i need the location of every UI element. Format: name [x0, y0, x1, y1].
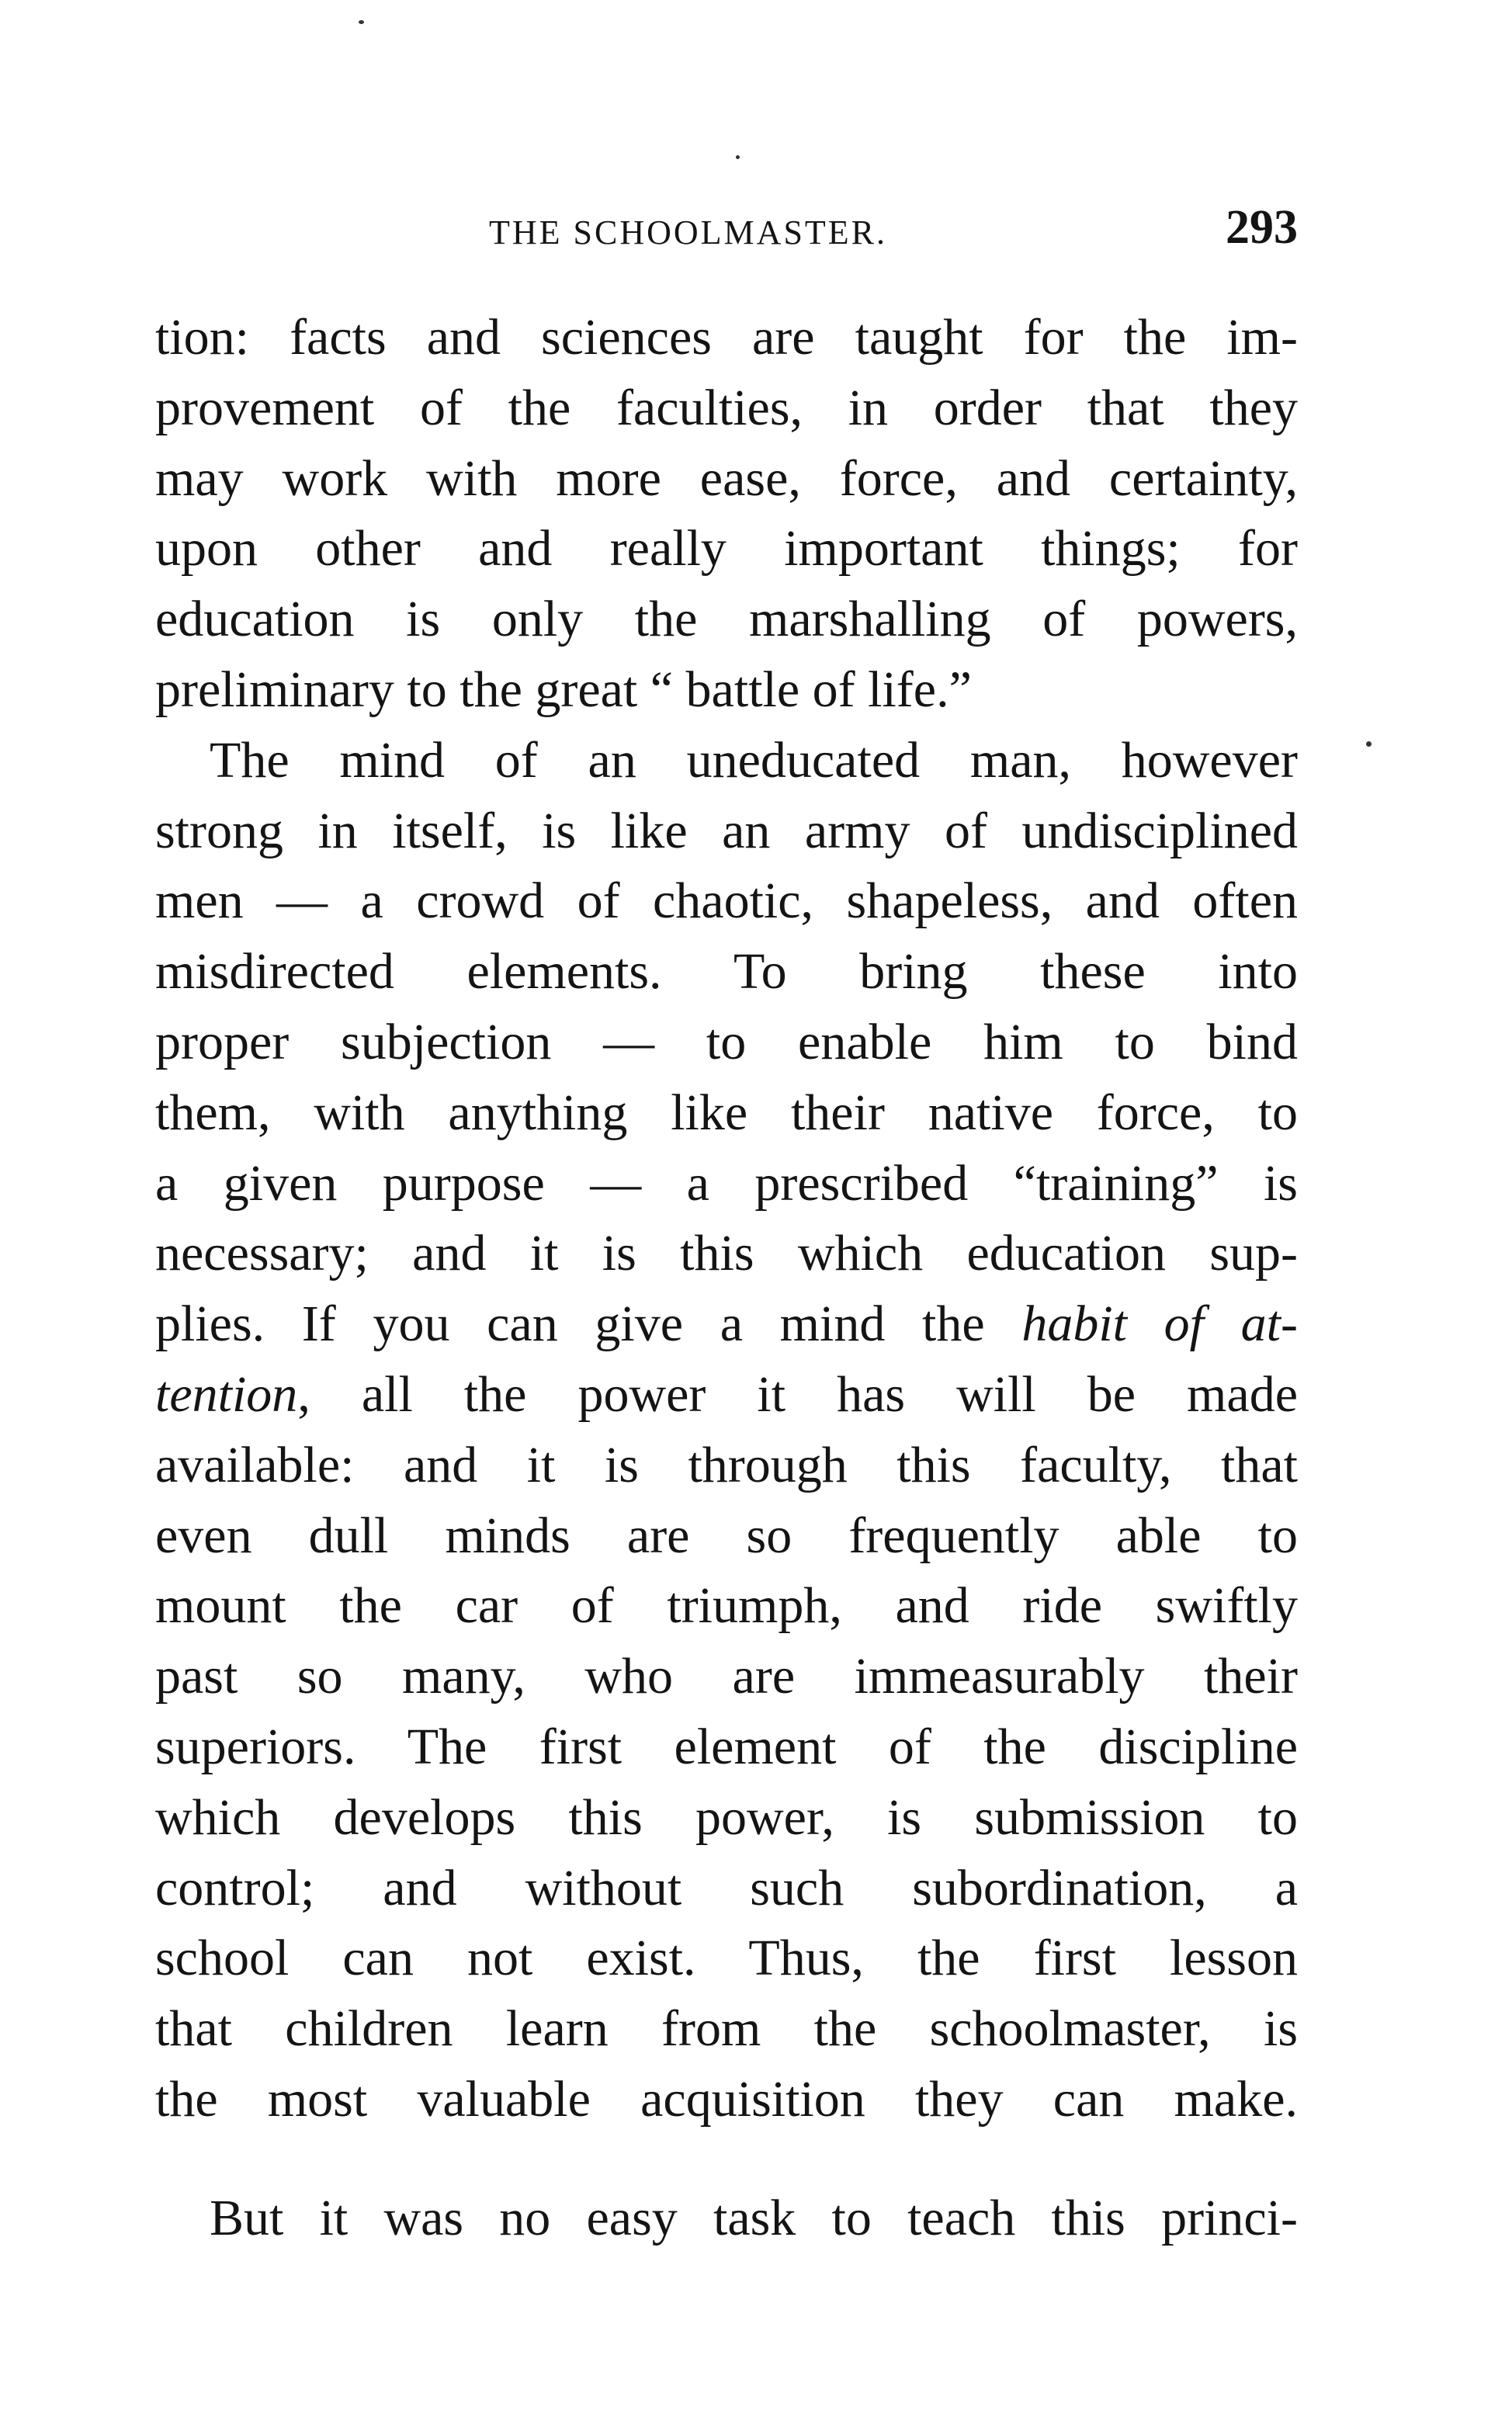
text-line [155, 1360, 1298, 1431]
text-line: misdirected elements. To bring these into [155, 943, 1298, 1001]
body-text [155, 303, 1298, 2254]
text-line: strong in itself, is like an army of undisciplined [155, 802, 1298, 859]
italic-phrase: tention [155, 1365, 298, 1423]
text-line: preliminary to the great “ battle of life.” [155, 661, 972, 718]
text-line: control; and without such subordination, a [155, 1859, 1298, 1916]
text-line: men — a crowd of chaotic, shapeless, and often [155, 872, 1298, 930]
page-header [155, 200, 1298, 262]
text-line: superiors. The first element of the discipline [155, 1718, 1298, 1775]
text-line: them, with anything like their native force, to [155, 1084, 1298, 1141]
paragraph [155, 726, 1298, 2135]
print-speck [736, 155, 740, 159]
text-line: education is only the marshalling of powers, [155, 591, 1298, 648]
paragraph [155, 303, 1298, 726]
italic-phrase: habit of at- [1021, 1295, 1299, 1353]
text-line: a given purpose — a prescribed “training” is [155, 1154, 1298, 1212]
text-line: provement of the faculties, in order that they [155, 379, 1298, 436]
text-line: tion: facts and sciences are taught for the im- [155, 309, 1298, 366]
print-speck [1366, 741, 1372, 747]
text-line: But it was no easy task to teach this princi- [210, 2189, 1298, 2246]
paragraph [155, 2183, 1298, 2254]
page-number: 293 [1226, 201, 1298, 254]
text-line: The mind of an uneducated man, however [210, 731, 1298, 789]
text-line: available: and it is through this faculty, that [155, 1436, 1298, 1493]
text-line: necessary; and it is this which education sup- [155, 1225, 1298, 1282]
text-line: school can not exist. Thus, the first lesson [155, 1930, 1298, 1987]
text-run: plies. If you can give a mind the [155, 1295, 1022, 1353]
text-line: the most valuable acquisition they can make. [155, 2070, 1298, 2128]
text-line: upon other and really important things; for [155, 520, 1298, 577]
running-head: THE SCHOOLMASTER. [489, 213, 888, 251]
text-line: mount the car of triumph, and ride swiftly [155, 1577, 1298, 1635]
text-line: that children learn from the schoolmaster, is [155, 2000, 1298, 2058]
text-line: which develops this power, is submission to [155, 1788, 1298, 1846]
text-run: , all the power it has will be made [297, 1365, 1298, 1423]
text-line: proper subjection — to enable him to bind [155, 1013, 1298, 1070]
text-line: past so many, who are immeasurably their [155, 1648, 1298, 1705]
print-speck [359, 20, 364, 24]
text-line: even dull minds are so frequently able to [155, 1507, 1298, 1564]
text-line: may work with more ease, force, and certainty, [155, 449, 1298, 507]
text-line [155, 1289, 1298, 1360]
